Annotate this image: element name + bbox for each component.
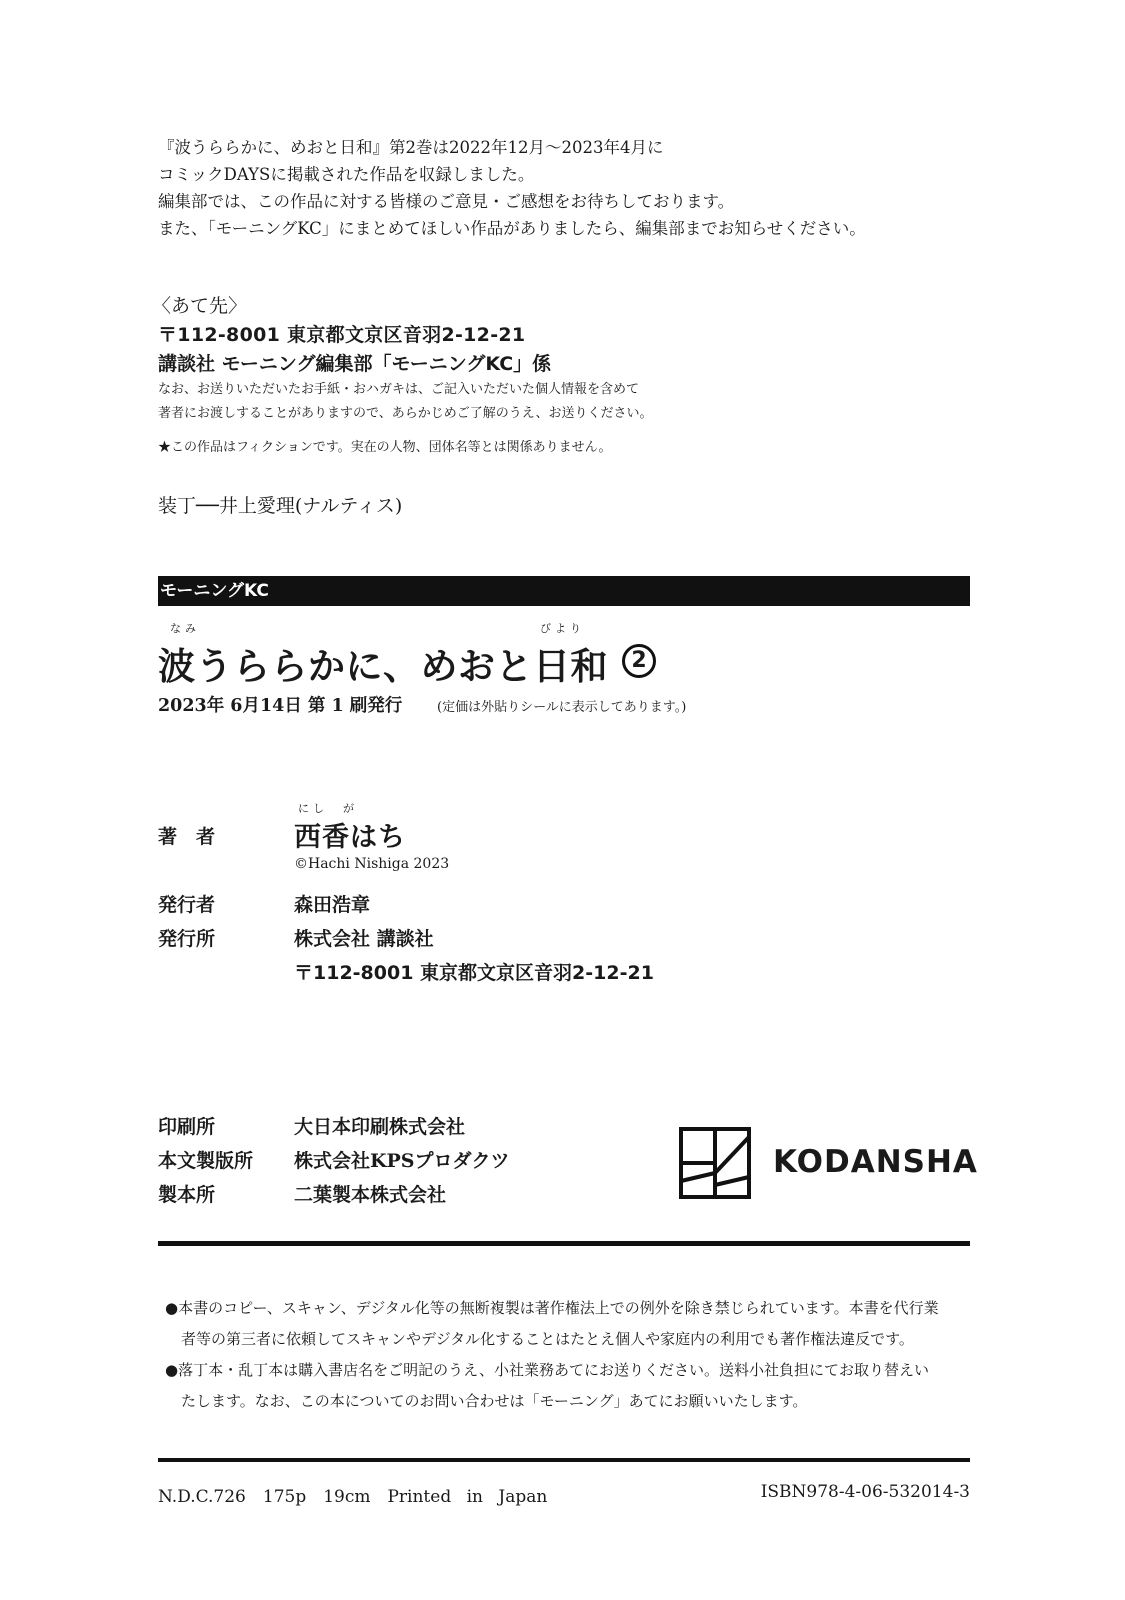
publisher-person-label: 発行者 — [158, 894, 216, 916]
intro-line: 編集部では、この作品に対する皆様のご意見・ご感想をお待ちしております。 — [158, 192, 735, 211]
design-credit: 装丁──井上愛理(ナルティス) — [158, 495, 403, 517]
note-line: なお、お送りいただいたお手紙・おハガキは、ご記入いただいた個人情報を含めて — [158, 382, 640, 397]
publication-date: 2023年 6月14日 第 1 刷発行 — [158, 696, 403, 716]
notice-line: ●本書のコピー、スキャン、デジタル化等の無断複製は著作権法上での例外を除き禁じられています。本書を代行業 — [165, 1299, 939, 1317]
address-department-line: 講談社 モーニング編集部「モーニングKC」係 — [158, 353, 552, 375]
binder-label: 製本所 — [158, 1184, 216, 1206]
divider-bottom — [158, 1458, 970, 1462]
publisher-name: 株式会社 講談社 — [294, 928, 434, 950]
footer-isbn: ISBN978-4-06-532014-3 — [760, 1482, 970, 1502]
author-ruby: にし が — [298, 802, 358, 815]
publisher-person: 森田浩章 — [294, 894, 371, 916]
book-title: 波うららかに、めおと日和 — [158, 645, 608, 688]
printer-label: 印刷所 — [158, 1116, 216, 1138]
legal-notices — [165, 1293, 939, 1417]
notice-line: たします。なお、この本についてのお問い合わせは「モーニング」あてにお願いいたします。 — [181, 1392, 808, 1410]
notice-line: ●落丁本・乱丁本は購入書店名をご明記のうえ、小社業務あてにお送りください。送料小社負担にてお取り替えい — [165, 1361, 929, 1379]
author-name: 西香はち — [294, 822, 406, 853]
intro-line: 『波うららかに、めおと日和』第2巻は2022年12月〜2023年4月に — [158, 138, 664, 157]
intro-paragraph — [158, 134, 866, 242]
divider-top — [158, 1241, 970, 1246]
author-label: 著 者 — [158, 826, 216, 848]
kodansha-logo-icon — [679, 1127, 751, 1199]
publisher-label: 発行所 — [158, 928, 216, 950]
address-heading: 〈あて先〉 — [152, 295, 248, 317]
copyright-line: ©Hachi Nishiga 2023 — [294, 856, 450, 872]
intro-line: コミックDAYSに掲載された作品を収録しました。 — [158, 165, 535, 184]
intro-line: また、「モーニングKC」にまとめてほしい作品がありましたら、編集部までお知らせください。 — [158, 219, 866, 238]
address-privacy-note — [158, 378, 653, 426]
price-note: (定価は外貼りシールに表示してあります。) — [437, 700, 687, 715]
notice-line: 者等の第三者に依頼してスキャンやデジタル化することはたとえ個人や家庭内の利用でも著作権法違反です。 — [181, 1330, 914, 1348]
note-line: 著者にお渡しすることがありますので、あらかじめご了解のうえ、お送りください。 — [158, 406, 653, 421]
printer-name: 大日本印刷株式会社 — [294, 1116, 466, 1138]
title-ruby-nami: なみ — [170, 622, 200, 635]
kodansha-logo-text: KODANSHA — [773, 1144, 978, 1180]
volume-number-badge: 2 — [622, 644, 656, 678]
publisher-address: 〒112-8001 東京都文京区音羽2-12-21 — [294, 962, 654, 984]
address-postal-line: 〒112-8001 東京都文京区音羽2-12-21 — [158, 324, 526, 346]
text-plate-label: 本文製版所 — [158, 1150, 254, 1172]
series-label-bar: モーニングKC — [158, 576, 970, 606]
text-plate-name: 株式会社KPSプロダクツ — [294, 1150, 510, 1172]
binder-name: 二葉製本株式会社 — [294, 1184, 447, 1206]
fiction-disclaimer: ★この作品はフィクションです。実在の人物、団体名等とは関係ありません。 — [158, 440, 612, 455]
title-ruby-biyori: びより — [540, 622, 585, 635]
footer-bibliographic-info: N.D.C.726 175p 19cm Printed in Japan — [158, 1487, 548, 1507]
